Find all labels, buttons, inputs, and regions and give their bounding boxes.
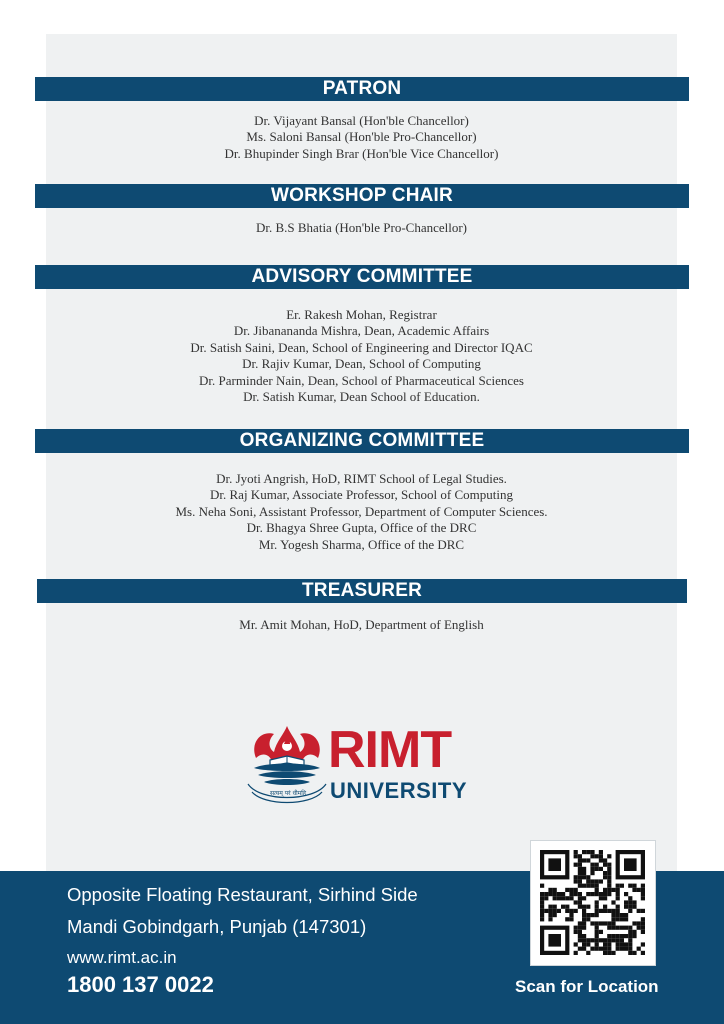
- logo-motto: सत्यम् परं धीमहि: [269, 790, 307, 797]
- list-item: Dr. Bhupinder Singh Brar (Hon'ble Vice Chancellor): [224, 145, 499, 161]
- list-item: Mr. Amit Mohan, HoD, Department of English: [239, 617, 484, 632]
- rimt-university-logo: [246, 722, 482, 806]
- qr-caption: Scan for Location: [515, 977, 659, 996]
- list-item: Dr. Vijayant Bansal (Hon'ble Chancellor): [254, 113, 469, 128]
- organizing-committee-names: [46, 471, 677, 553]
- workshop-chair-heading: WORKSHOP CHAIR: [35, 184, 689, 208]
- list-item: Dr. Rajiv Kumar, Dean, School of Computing: [242, 356, 481, 372]
- list-item: Ms. Saloni Bansal (Hon'ble Pro-Chancellor): [246, 129, 477, 145]
- list-item: Dr. Parminder Nain, Dean, School of Pharmaceutical Sciences: [199, 372, 524, 388]
- treasurer-heading: TREASURER: [37, 579, 687, 603]
- list-item: Dr. Raj Kumar, Associate Professor, School of Computing: [210, 487, 513, 503]
- address-line-2: Mandi Gobindgarh, Punjab (147301): [67, 916, 367, 937]
- qr-code-icon: [531, 841, 655, 965]
- logo-wordmark: RIMT: [328, 721, 452, 779]
- website-link[interactable]: www.rimt.ac.in: [67, 948, 177, 967]
- address-line-1: Opposite Floating Restaurant, Sirhind Side: [67, 884, 418, 905]
- organizing-committee-heading: ORGANIZING COMMITTEE: [35, 429, 689, 453]
- patron-heading: PATRON: [35, 77, 689, 101]
- logo-subtitle: UNIVERSITY: [330, 778, 468, 803]
- list-item: Dr. Bhagya Shree Gupta, Office of the DRC: [246, 520, 477, 536]
- advisory-committee-heading: ADVISORY COMMITTEE: [35, 265, 689, 289]
- list-item: Mr. Yogesh Sharma, Office of the DRC: [258, 536, 465, 552]
- list-item: Dr. B.S Bhatia (Hon'ble Pro-Chancellor): [255, 220, 468, 235]
- list-item: Dr. Satish Saini, Dean, School of Engineering and Director IQAC: [190, 339, 533, 355]
- list-item: Ms. Neha Soni, Assistant Professor, Department of Computer Sciences.: [175, 503, 548, 519]
- advisory-committee-names: [46, 307, 677, 405]
- list-item: Dr. Jibanananda Mishra, Dean, Academic Affairs: [233, 323, 490, 339]
- list-item: Dr. Satish Kumar, Dean School of Education.: [243, 389, 480, 405]
- patron-names: [46, 113, 677, 162]
- list-item: Dr. Jyoti Angrish, HoD, RIMT School of Legal Studies.: [216, 471, 507, 486]
- phone-number: 1800 137 0022: [67, 972, 214, 997]
- workshop-chair-names: [46, 220, 677, 236]
- treasurer-names: [46, 617, 677, 633]
- location-qr-code: [530, 840, 656, 966]
- list-item: Er. Rakesh Mohan, Registrar: [286, 307, 437, 322]
